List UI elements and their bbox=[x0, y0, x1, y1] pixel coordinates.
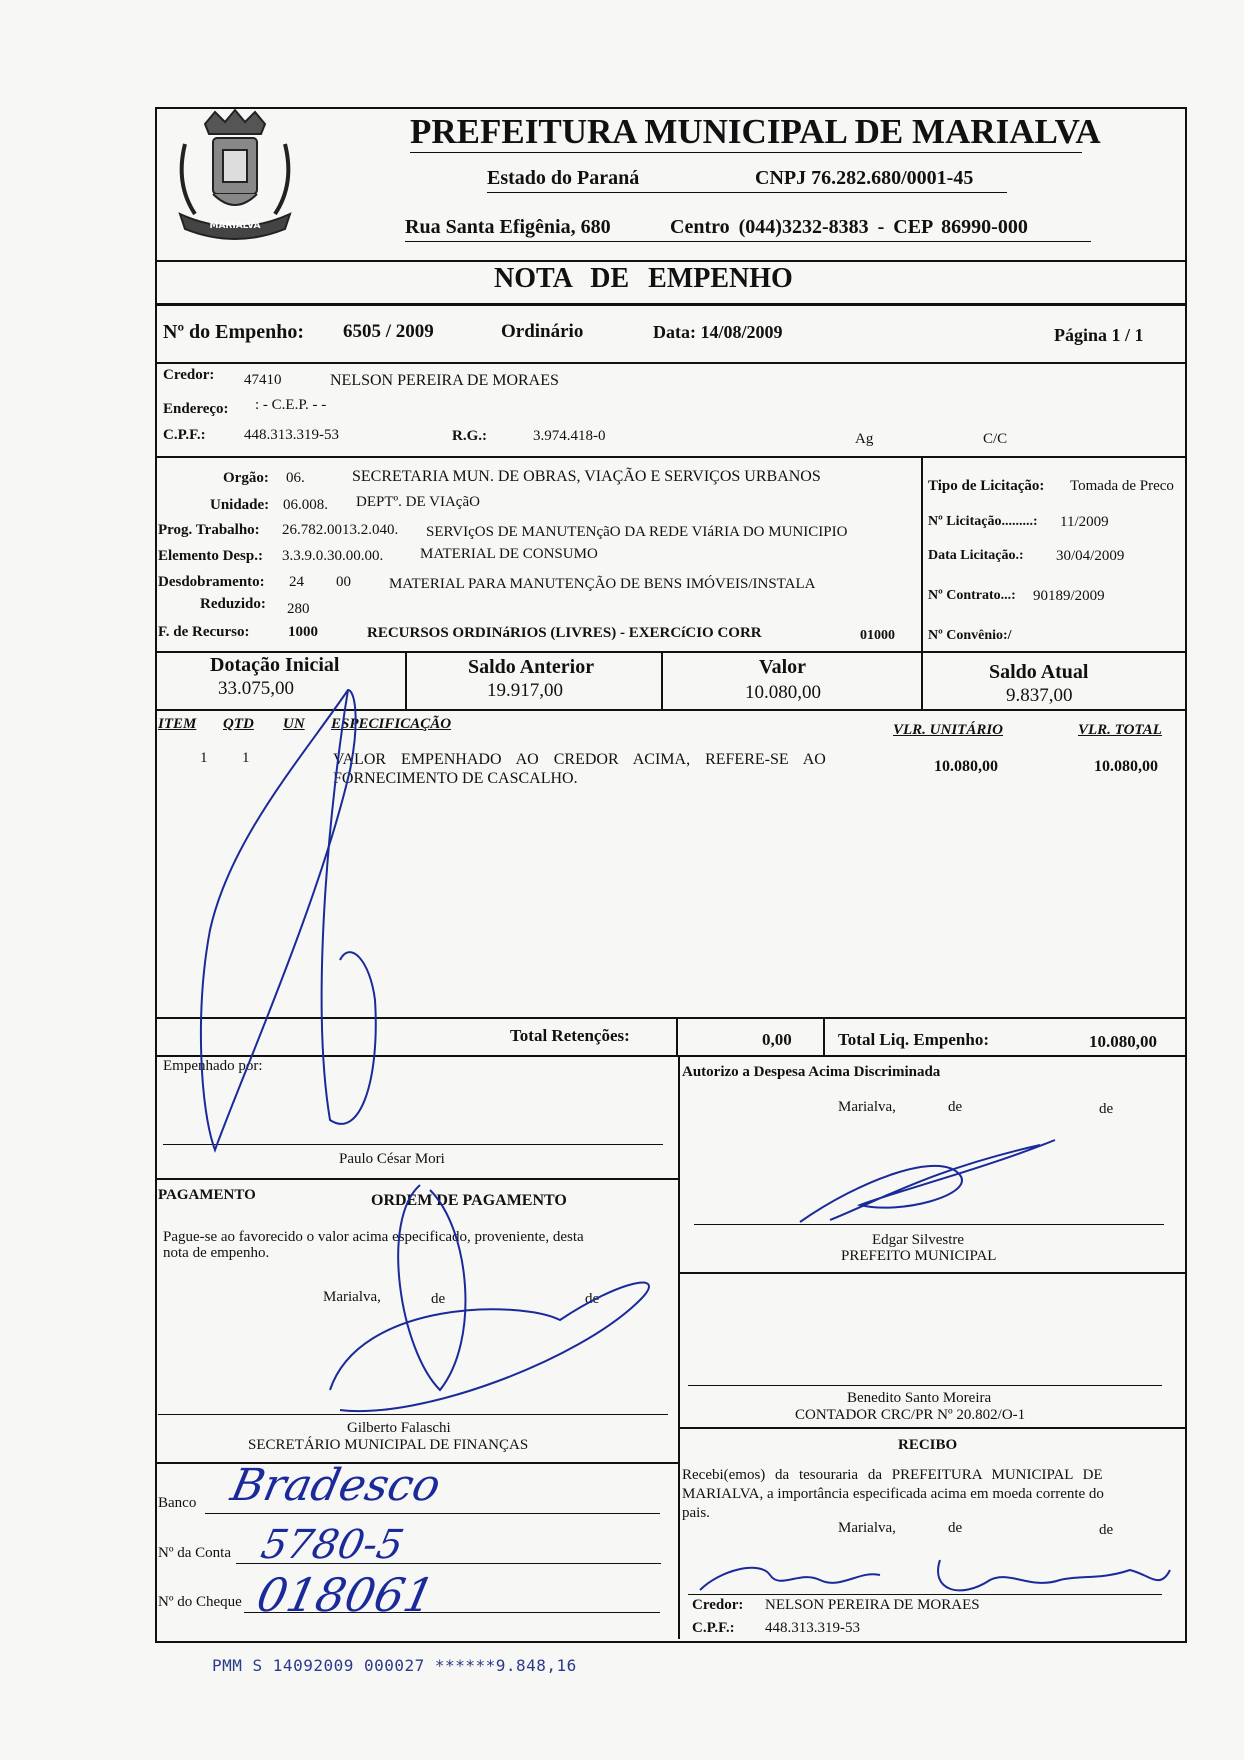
district-phone-cep: Centro (044)3232-8383 - CEP 86990-000 bbox=[670, 216, 1028, 238]
autorizo-city: Marialva, bbox=[838, 1099, 896, 1115]
recurso-name: RECURSOS ORDINáRIOS (LIVRES) - EXERCíCIO CORR bbox=[367, 625, 762, 641]
data-licitacao-label: Data Licitação.: bbox=[928, 548, 1024, 563]
banco-value: Bradesco bbox=[226, 1460, 445, 1511]
rg-label: R.G.: bbox=[452, 428, 487, 444]
reduzido-label: Reduzido: bbox=[200, 596, 266, 612]
desdobramento-b: 00 bbox=[336, 574, 351, 590]
header-un: UN bbox=[283, 716, 305, 732]
unidade-name: DEPTº. DE VIAçãO bbox=[356, 494, 480, 510]
empenhado-name: Paulo César Mori bbox=[339, 1151, 445, 1167]
numero-licitacao-label: Nº Licitação.........: bbox=[928, 514, 1038, 529]
valor-label: Valor bbox=[759, 656, 807, 678]
numero-licitacao: 11/2009 bbox=[1060, 514, 1109, 530]
secretario-role: SECRETÁRIO MUNICIPAL DE FINANÇAS bbox=[248, 1437, 529, 1453]
row-total-value: 10.080,00 bbox=[1094, 758, 1158, 775]
page-number: Página 1 / 1 bbox=[1054, 325, 1144, 345]
recibo-text-line3: pais. bbox=[682, 1505, 710, 1521]
recibo-credor-label: Credor: bbox=[692, 1597, 744, 1613]
elemento-code: 3.3.9.0.30.00.00. bbox=[282, 548, 384, 564]
autorizo-de1: de bbox=[948, 1099, 963, 1115]
tipo-licitacao: Tomada de Preco bbox=[1070, 478, 1174, 494]
unidade-code: 06.008. bbox=[283, 497, 328, 513]
data-licitacao: 30/04/2009 bbox=[1056, 548, 1125, 564]
pagamento-de2: de bbox=[585, 1291, 600, 1307]
ag-label: Ag bbox=[855, 431, 874, 447]
pagamento-text-line2: nota de empenho. bbox=[163, 1245, 270, 1261]
endereco-label: Endereço: bbox=[163, 401, 229, 417]
saldo-anterior-value: 19.917,00 bbox=[487, 680, 563, 701]
row-qtd: 1 bbox=[242, 750, 250, 766]
secretario-name: Gilberto Falaschi bbox=[347, 1420, 451, 1436]
prog-label: Prog. Trabalho: bbox=[158, 522, 260, 538]
row-spec-line2: FORNECIMENTO DE CASCALHO. bbox=[333, 770, 578, 787]
banco-label: Banco bbox=[158, 1495, 197, 1511]
cpf-label: C.P.F.: bbox=[163, 427, 206, 443]
pagamento-de1: de bbox=[431, 1291, 446, 1307]
saldo-atual-label: Saldo Atual bbox=[989, 661, 1089, 683]
elemento-name: MATERIAL DE CONSUMO bbox=[420, 546, 598, 562]
credor-label: Credor: bbox=[163, 367, 215, 383]
prefeito-name: Edgar Silvestre bbox=[872, 1232, 965, 1248]
retencoes-value: 0,00 bbox=[762, 1030, 792, 1049]
dotacao-label: Dotação Inicial bbox=[210, 654, 340, 676]
pagamento-text-line1: Pague-se ao favorecido o valor acima especificado, proveniente, desta bbox=[163, 1229, 584, 1245]
empenhado-label: Empenhado por: bbox=[163, 1058, 263, 1074]
desdobramento-a: 24 bbox=[289, 574, 304, 590]
contrato: 90189/2009 bbox=[1033, 588, 1105, 604]
header-especificacao: ESPECIFICAÇÃO bbox=[331, 716, 452, 732]
header-vlr-total: VLR. TOTAL bbox=[1078, 722, 1162, 738]
recurso-label: F. de Recurso: bbox=[158, 624, 250, 640]
seal-text: MARIALVA bbox=[209, 221, 261, 231]
autorizo-de2: de bbox=[1099, 1101, 1114, 1117]
row-unit-value: 10.080,00 bbox=[934, 758, 998, 775]
orgao-code: 06. bbox=[286, 470, 305, 486]
elemento-label: Elemento Desp.: bbox=[158, 548, 263, 564]
recibo-text-line1: Recebi(emos) da tesouraria da PREFEITURA MUNICIPAL DE bbox=[682, 1467, 1103, 1483]
row-spec-line1: VALOR EMPENHADO AO CREDOR ACIMA, REFERE-SE AO bbox=[333, 751, 826, 768]
contador-role: CONTADOR CRC/PR Nº 20.802/O-1 bbox=[795, 1407, 1026, 1423]
pagamento-city: Marialva, bbox=[323, 1289, 381, 1305]
state-name: Estado do Paraná bbox=[487, 167, 640, 189]
empenho-date: Data: 14/08/2009 bbox=[653, 322, 783, 342]
orgao-label: Orgão: bbox=[223, 470, 269, 486]
recibo-de2: de bbox=[1099, 1522, 1114, 1538]
prog-code: 26.782.0013.2.040. bbox=[282, 522, 399, 538]
pagamento-label: PAGAMENTO bbox=[158, 1187, 256, 1203]
rg: 3.974.418-0 bbox=[533, 428, 606, 444]
autorizo-label: Autorizo a Despesa Acima Discriminada bbox=[682, 1064, 941, 1080]
recibo-cpf: 448.313.319-53 bbox=[765, 1620, 860, 1636]
orgao-name: SECRETARIA MUN. DE OBRAS, VIAÇÃO E SERVIÇOS URBANOS bbox=[352, 468, 821, 485]
valor-value: 10.080,00 bbox=[745, 682, 821, 703]
header-qtd: QTD bbox=[223, 716, 254, 732]
recibo-city: Marialva, bbox=[838, 1520, 896, 1536]
cheque-label: Nº do Cheque bbox=[158, 1594, 242, 1610]
recibo-cpf-label: C.P.F.: bbox=[692, 1620, 735, 1636]
conta-value: 5780-5 bbox=[257, 1522, 408, 1568]
header-item: ITEM bbox=[158, 716, 197, 732]
credor-code: 47410 bbox=[244, 372, 282, 388]
retencoes-label: Total Retenções: bbox=[510, 1026, 630, 1045]
empenho-type: Ordinário bbox=[501, 321, 584, 342]
header-vlr-unitario: VLR. UNITÁRIO bbox=[893, 722, 1004, 738]
conta-label: Nº da Conta bbox=[158, 1545, 231, 1561]
contrato-label: Nº Contrato...: bbox=[928, 588, 1016, 603]
empenho-number-label: Nº do Empenho: bbox=[163, 321, 305, 343]
saldo-anterior-label: Saldo Anterior bbox=[468, 656, 595, 678]
cc-label: C/C bbox=[983, 431, 1008, 447]
page-title: PREFEITURA MUNICIPAL DE MARIALVA bbox=[410, 112, 1101, 151]
convenio-label: Nº Convênio:/ bbox=[928, 628, 1012, 643]
municipal-seal-icon bbox=[165, 104, 305, 254]
ordem-pagamento-label: ORDEM DE PAGAMENTO bbox=[371, 1192, 567, 1209]
recibo-de1: de bbox=[948, 1520, 963, 1536]
recibo-title: RECIBO bbox=[898, 1437, 958, 1453]
prefeito-role: PREFEITO MUNICIPAL bbox=[841, 1248, 997, 1264]
recurso-code: 1000 bbox=[288, 624, 318, 640]
footer-stamp: PMM S 14092009 000027 ******9.848,16 bbox=[212, 1656, 577, 1675]
contador-name: Benedito Santo Moreira bbox=[847, 1390, 992, 1406]
liquido-value: 10.080,00 bbox=[1089, 1032, 1157, 1051]
empenho-number: 6505 / 2009 bbox=[343, 321, 434, 342]
saldo-atual-value: 9.837,00 bbox=[1006, 685, 1073, 706]
prog-name: SERVIçOS DE MANUTENçãO DA REDE VIáRIA DO MUNICIPIO bbox=[426, 524, 848, 540]
recibo-text-line2: MARIALVA, a importância especificada acima em moeda corrente do bbox=[682, 1486, 1104, 1502]
recurso-code2: 01000 bbox=[860, 628, 895, 643]
endereco: : - C.E.P. - - bbox=[255, 397, 327, 413]
credor-name: NELSON PEREIRA DE MORAES bbox=[330, 372, 559, 389]
unidade-label: Unidade: bbox=[210, 497, 270, 513]
recibo-credor: NELSON PEREIRA DE MORAES bbox=[765, 1597, 980, 1613]
liquido-label: Total Liq. Empenho: bbox=[838, 1030, 989, 1049]
row-item: 1 bbox=[200, 750, 208, 766]
dotacao-value: 33.075,00 bbox=[218, 678, 294, 699]
desdobramento-name: MATERIAL PARA MANUTENÇÃO DE BENS IMÓVEIS/INSTALA bbox=[389, 576, 816, 592]
cnpj: CNPJ 76.282.680/0001-45 bbox=[755, 167, 974, 189]
reduzido: 280 bbox=[287, 601, 310, 617]
document-title: NOTA DE EMPENHO bbox=[494, 263, 793, 294]
cheque-value: 018061 bbox=[252, 1568, 440, 1622]
address: Rua Santa Efigênia, 680 bbox=[405, 216, 611, 238]
cpf: 448.313.319-53 bbox=[244, 427, 339, 443]
tipo-licitacao-label: Tipo de Licitação: bbox=[928, 478, 1045, 494]
desdobramento-label: Desdobramento: bbox=[158, 574, 265, 590]
